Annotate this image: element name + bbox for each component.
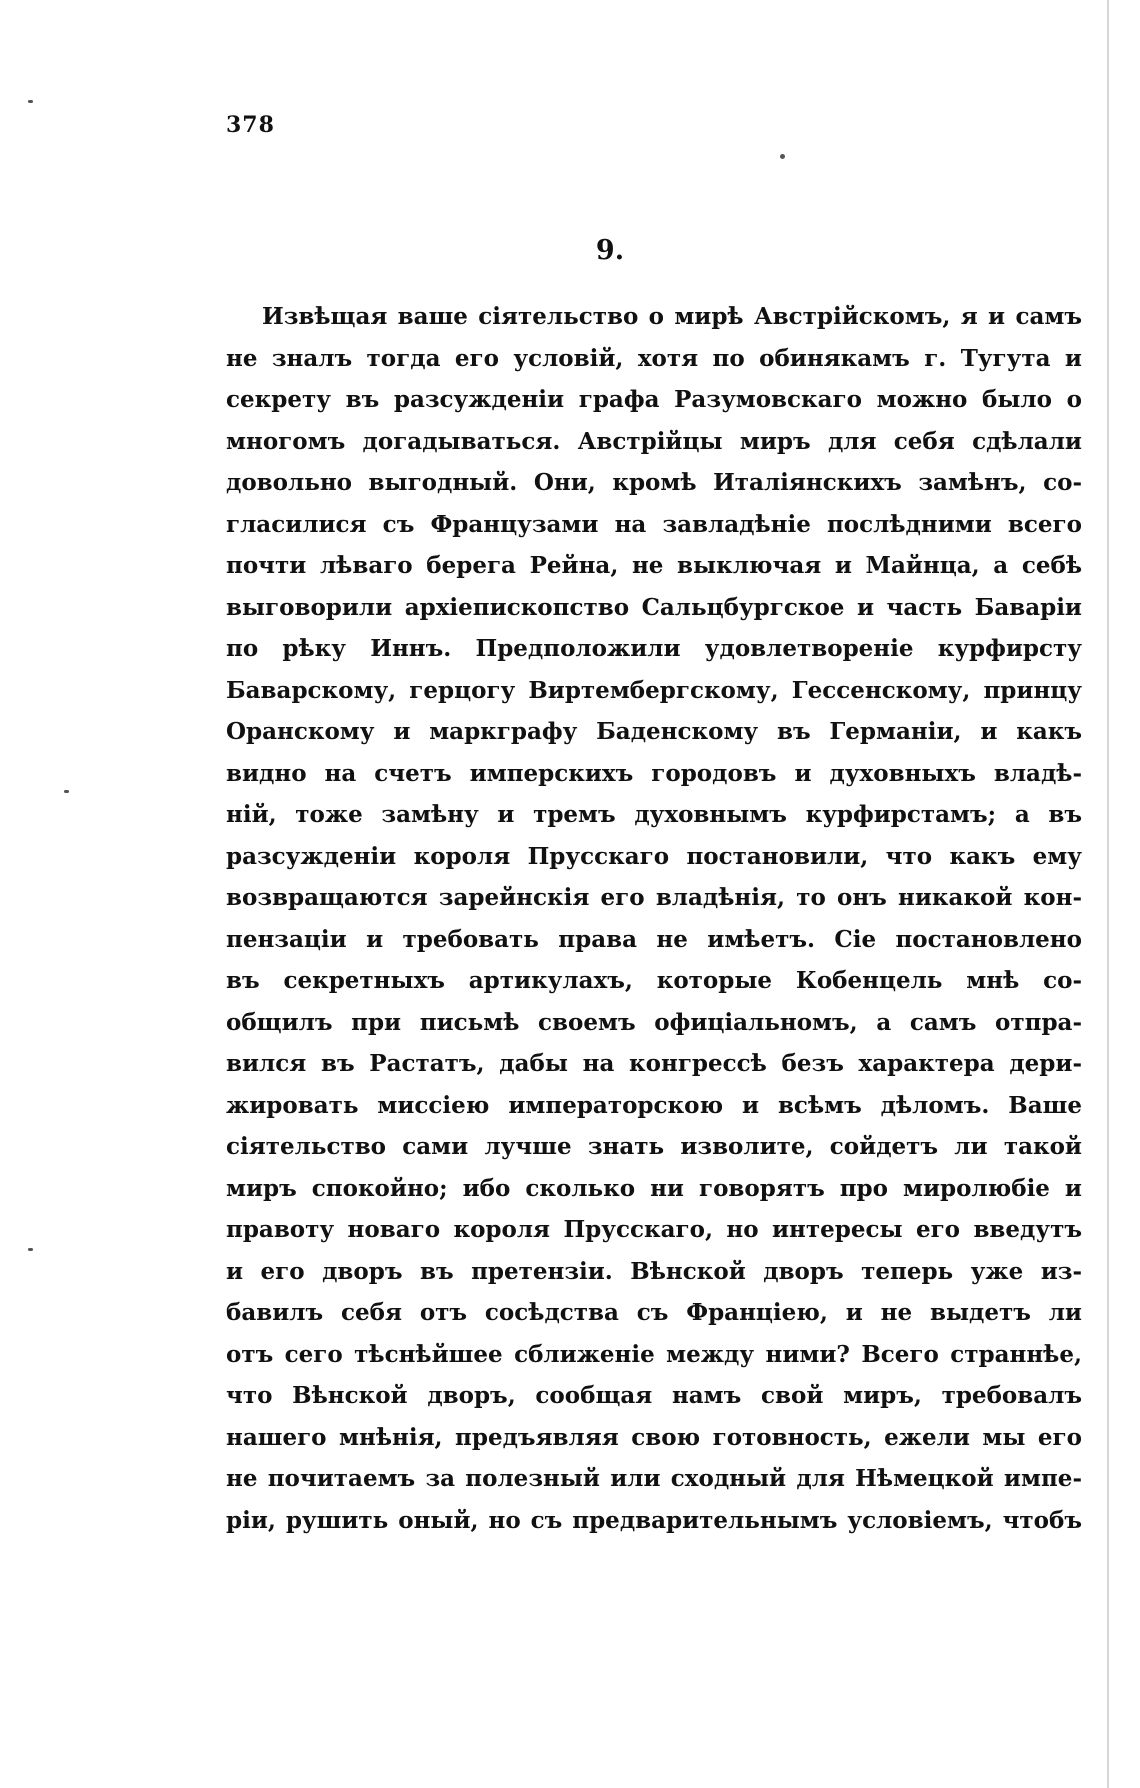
text-line: правоту новаго короля Прусскаго, но интересы его введутъ: [226, 1216, 1082, 1243]
text-line: секрету въ разсужденіи графа Разумовскаго можно было о: [226, 386, 1082, 413]
text-line: миръ спокойно; ибо сколько ни говорятъ про миролюбіе и: [226, 1174, 1082, 1202]
text-line: что Вѣнской дворъ, сообщая намъ свой миръ, требовалъ: [226, 1382, 1082, 1409]
text-line: отъ сего тѣснѣйшее сближеніе между ними? Всего страннѣе,: [226, 1340, 1082, 1368]
scan-speck: [28, 100, 33, 103]
text-line: разсужденіи короля Прусскаго постановили, что какъ ему: [226, 842, 1082, 870]
text-line: нашего мнѣнія, предъявляя свою готовность, ежели мы его: [226, 1423, 1082, 1451]
text-line: ріи, рушить оный, но съ предварительнымъ условіемъ, чтобъ: [226, 1506, 1082, 1534]
scan-speck: [28, 1248, 33, 1251]
text-line: въ секретныхъ артикулахъ, которые Кобенцель мнѣ со-: [226, 967, 1082, 994]
page-edge-line: [1107, 0, 1109, 1788]
text-line: жировать миссіею императорскою и всѣмъ дѣломъ. Ваше: [226, 1091, 1082, 1119]
text-line: видно на счетъ имперскихъ городовъ и духовныхъ владѣ-: [226, 759, 1082, 787]
text-line: общилъ при письмѣ своемъ офиціальномъ, а самъ отпра-: [226, 1008, 1082, 1036]
text-line: почти лѣваго берега Рейна, не выключая и Майнца, а себѣ: [226, 552, 1082, 579]
page-number: 378: [226, 112, 275, 138]
scan-speck: [64, 790, 69, 793]
text-line: Оранскому и маркграфу Баденскому въ Германіи, и какъ: [226, 718, 1082, 745]
text-line: Баварскому, герцогу Виртембергскому, Гессенскому, принцу: [226, 676, 1082, 704]
text-line: вился въ Растатъ, дабы на конгрессѣ безъ характера дери-: [226, 1050, 1082, 1077]
text-line: сіятельство сами лучше знать изволите, сойдетъ ли такой: [226, 1133, 1082, 1160]
text-line: выговорили архіепископство Сальцбургское и часть Баваріи: [226, 593, 1082, 621]
text-line: возвращаются зарейнскія его владѣнія, то онъ никакой кон-: [226, 884, 1082, 911]
text-line: гласилися съ Французами на завладѣніе послѣдними всего: [226, 510, 1082, 538]
text-line: довольно выгодный. Они, кромѣ Италіянскихъ замѣнъ, со-: [226, 469, 1082, 496]
scan-speck: [780, 154, 785, 159]
text-line: Извѣщая ваше сіятельство о мирѣ Австрійскомъ, я и самъ: [262, 303, 1082, 330]
text-line: по рѣку Иннъ. Предположили удовлетвореніе курфирсту: [226, 635, 1082, 662]
text-line: ній, тоже замѣну и тремъ духовнымъ курфирстамъ; а въ: [226, 801, 1082, 828]
section-number: 9.: [595, 235, 625, 266]
text-line: пензаціи и требовать права не имѣетъ. Сіе постановлено: [226, 925, 1082, 953]
text-line: не почитаемъ за полезный или сходный для Нѣмецкой импе-: [226, 1465, 1082, 1492]
text-line: многомъ догадываться. Австрійцы миръ для себя сдѣлали: [226, 427, 1082, 455]
text-line: и его дворъ въ претензіи. Вѣнской дворъ теперь уже из-: [226, 1257, 1082, 1285]
body-text: [226, 296, 1082, 1541]
text-line: не зналъ тогда его условій, хотя по обинякамъ г. Тугута и: [226, 344, 1082, 372]
text-line: бавилъ себя отъ сосѣдства съ Франціею, и не выдетъ ли: [226, 1299, 1082, 1326]
